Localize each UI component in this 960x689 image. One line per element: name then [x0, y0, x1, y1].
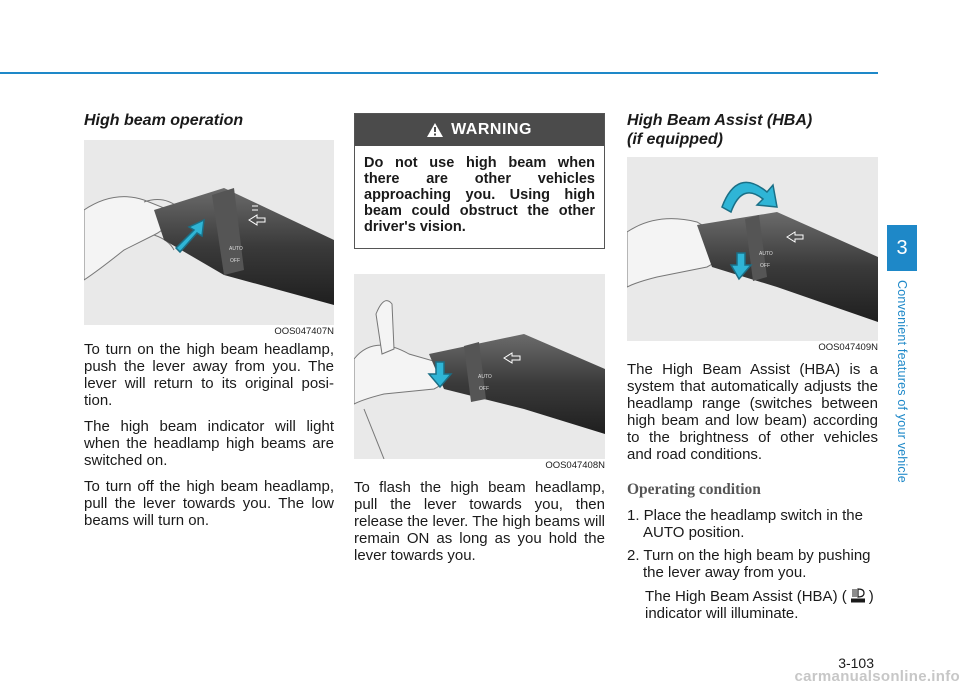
lever-label-auto: AUTO — [478, 374, 492, 380]
note-text: ) — [868, 588, 874, 605]
warning-title: WARNING — [451, 121, 532, 138]
chapter-title — [886, 280, 918, 492]
figure-lever-push — [84, 140, 334, 325]
hba-indicator-icon — [849, 587, 867, 603]
paragraph: The high beam indicator will light when the headlamp high beams are switched on. — [84, 418, 334, 469]
heading-line: (if equipped) — [627, 131, 723, 148]
lever-label-off: OFF — [479, 386, 489, 392]
lever-label-off: OFF — [760, 263, 770, 269]
hba-indicator-note — [627, 587, 878, 622]
paragraph: To turn on the high beam headlamp, push the lever away from you. The lever will return to its original posi-tion. — [84, 341, 334, 409]
note-text: indicator will illuminate. — [645, 605, 799, 622]
heading-line: High Beam Assist (HBA) — [627, 112, 813, 129]
left-body — [84, 341, 334, 538]
figure-hba-lever — [627, 157, 878, 341]
warning-box — [354, 113, 605, 249]
right-body — [627, 361, 878, 622]
chapter-number: 3 — [896, 236, 908, 259]
lever-label-auto: AUTO — [759, 251, 773, 257]
list-item: 2. Turn on the high beam by pushing the lever away from you. — [627, 547, 871, 581]
section-heading-hba — [627, 111, 812, 149]
paragraph: To flash the high beam headlamp, pull the lever towards you, then release the lever. The high beams will remain ON as long as you hold the lever towards you. — [354, 479, 605, 564]
chapter-title-text: Convenient features of your vehicle — [895, 280, 909, 483]
header-rule — [0, 72, 878, 74]
figure-code-left: OOS047407N — [274, 326, 334, 337]
figure-code-middle: OOS047408N — [545, 460, 605, 471]
figure-code-right: OOS047409N — [818, 342, 878, 353]
paragraph: The High Beam Assist (HBA) is a system that automatically adjusts the headlamp range (switches between high beam and low beam) according to the brightness of other vehicles and road conditions. — [627, 361, 878, 463]
subheading-operating-condition: Operating condition — [627, 481, 761, 498]
list-item: 1. Place the headlamp switch in the AUTO position. — [627, 507, 863, 541]
note-text: The High Beam Assist (HBA) ( — [645, 588, 847, 605]
middle-body — [354, 479, 605, 573]
warning-header — [355, 114, 604, 146]
lever-label-off: OFF — [230, 258, 240, 264]
page-number: 3-103 — [838, 655, 874, 671]
watermark: carmanualsonline.info — [794, 668, 960, 685]
chapter-tab — [887, 225, 917, 271]
section-heading-high-beam: High beam operation — [84, 112, 244, 129]
warning-triangle-icon — [427, 123, 443, 137]
paragraph: To turn off the high beam headlamp, pull the lever towards you. The low beams will turn on. — [84, 478, 334, 529]
figure-lever-flash — [354, 274, 605, 459]
warning-text: Do not use high beam when there are other vehicles approaching you. Using high beam could obstruct the other driver's vision. — [364, 155, 595, 235]
lever-label-auto: AUTO — [229, 246, 243, 252]
rotate-arrow-icon — [722, 182, 777, 212]
